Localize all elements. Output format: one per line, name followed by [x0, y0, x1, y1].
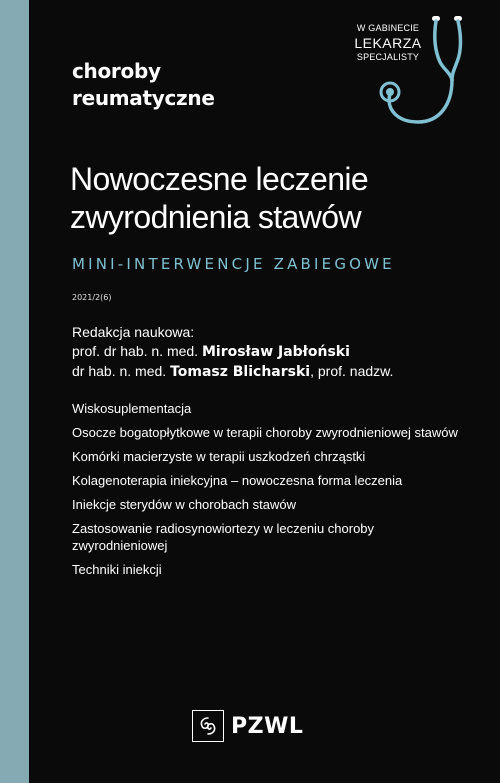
book-title [70, 160, 368, 236]
list-item: Iniekcje sterydów w chorobach stawów [72, 497, 296, 512]
badge-line3: SPECJALISTY [356, 52, 420, 62]
issue-number: 2021/2(6) [72, 293, 112, 302]
book-title-line2: zwyrodnienia stawów [70, 199, 361, 235]
publisher-logo-icon [192, 710, 224, 742]
series-badge [340, 14, 480, 134]
list-item: Wiskosuplementacja [72, 401, 192, 416]
list-item: Osocze bogatopłytkowe w terapii choroby zwyrodnieniowej stawów [72, 425, 458, 440]
book-title-line1: Nowoczesne leczenie [70, 161, 369, 197]
publisher-name: PZWL [231, 713, 304, 739]
book-subtitle: MINI-INTERWENCJE ZABIEGOWE [72, 255, 395, 273]
editor-2 [72, 362, 393, 382]
badge-line1: W GABINECIE [356, 23, 420, 33]
editors-heading: Redakcja naukowa: [72, 324, 195, 340]
list-item: Techniki iniekcji [72, 562, 162, 577]
editor-1 [72, 342, 393, 362]
editor-1-name: Mirosław Jabłoński [201, 344, 350, 360]
series-title [72, 58, 215, 112]
editor-2-name: Tomasz Blicharski [170, 364, 311, 380]
badge-line2: LEKARZA [354, 35, 422, 51]
editor-1-prefix: prof. dr hab. n. med. [72, 343, 199, 359]
editor-2-prefix: dr hab. n. med. [72, 363, 167, 379]
publisher-mark [192, 709, 303, 743]
list-item: Kolagenoterapia iniekcyjna – nowoczesna forma leczenia [72, 473, 403, 488]
editors-block [72, 323, 393, 382]
editor-2-suffix: , prof. nadzw. [310, 363, 394, 379]
topics-list [72, 400, 472, 585]
cover-spine [0, 0, 29, 783]
series-title-line1: choroby [72, 59, 161, 83]
list-item: Zastosowanie radiosynowiortezy w leczeniu choroby zwyrodnieniowej [72, 521, 375, 553]
badge-text [348, 22, 428, 64]
list-item: Komórki macierzyste w terapii uszkodzeń chrząstki [72, 449, 366, 464]
series-title-line2: reumatyczne [72, 86, 215, 110]
